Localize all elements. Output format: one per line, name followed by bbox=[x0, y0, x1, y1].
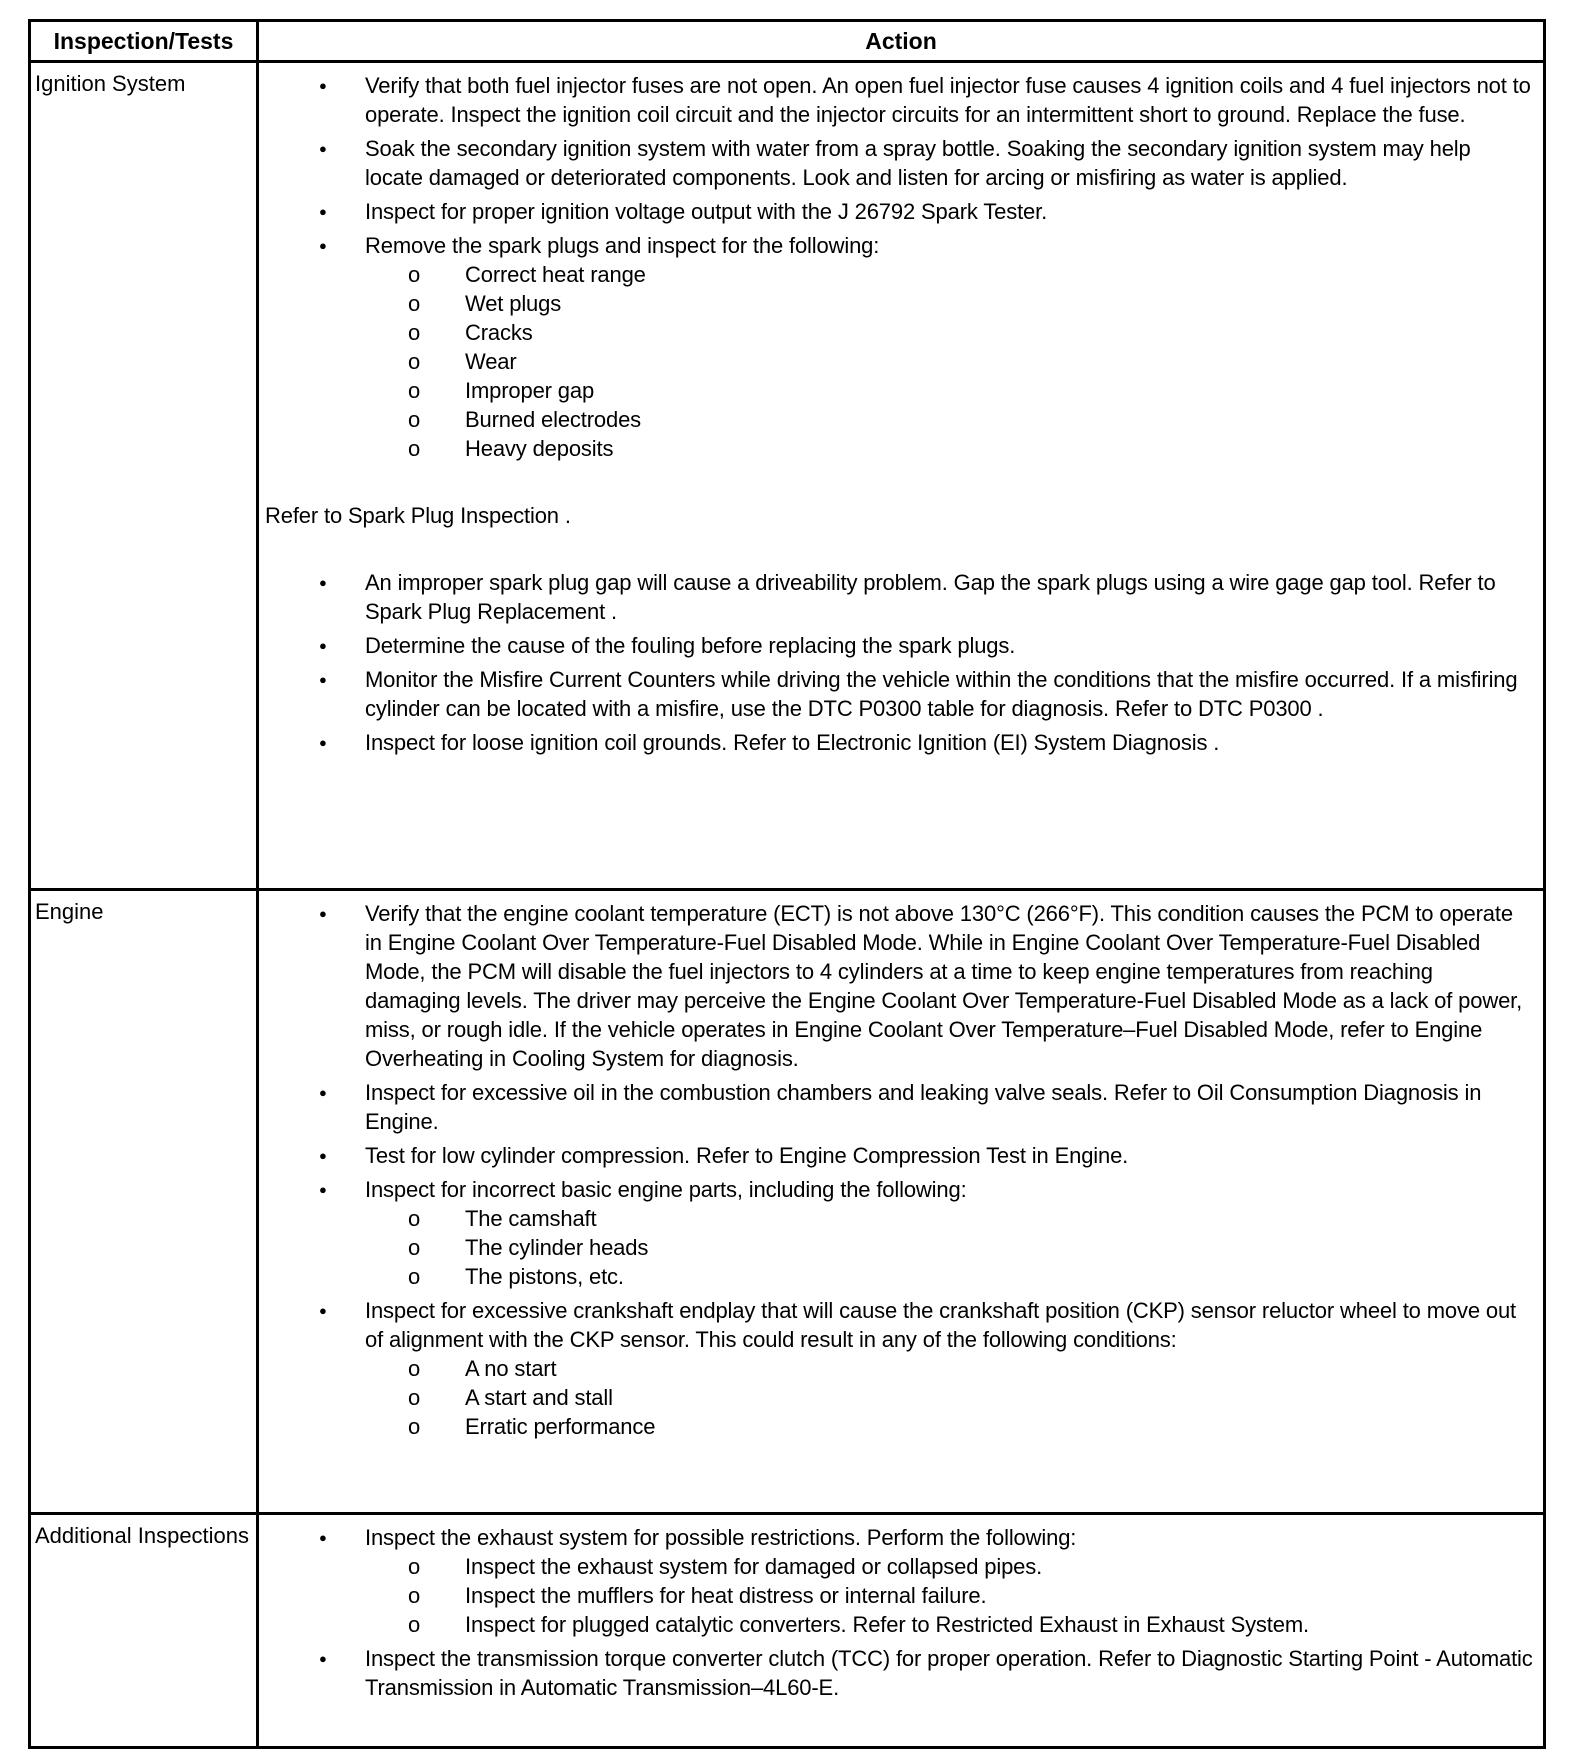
sub-list-item: o Erratic performance bbox=[465, 1412, 1533, 1441]
sub-list-item: o The cylinder heads bbox=[465, 1233, 1533, 1262]
sub-list-item: o Correct heat range bbox=[465, 260, 1533, 289]
sub-list-item: o Inspect for plugged catalytic converters. Refer to Restricted Exhaust in Exhaust System. bbox=[465, 1610, 1533, 1639]
sub-list-item: o A start and stall bbox=[465, 1383, 1533, 1412]
sub-list-item: o Wet plugs bbox=[465, 289, 1533, 318]
category-cell: Ignition System bbox=[30, 62, 258, 890]
list-item-text: Inspect for excessive crankshaft endplay that will cause the crankshaft position (CKP) sensor reluctor wheel to move out of alignment with the CKP sensor. This could result in any of the following conditions: bbox=[365, 1298, 1517, 1352]
sub-list-item: o Improper gap bbox=[465, 376, 1533, 405]
list-item: ● An improper spark plug gap will cause a driveability problem. Gap the spark plugs using a wire gage gap tool. Refer to Spark Plug Replacement . bbox=[365, 568, 1533, 626]
category-cell: Engine bbox=[30, 890, 258, 1514]
list-item: ● Verify that the engine coolant temperature (ECT) is not above 130°C (266°F). This condition causes the PCM to operate in Engine Coolant Over Temperature-Fuel Disabled Mode. While in Engine Coolant Over Temperature-Fuel Disabled Mode, the PCM will disable the fuel injectors to 4 cylinders at a time to keep engine temperatures from reaching damaging levels. The driver may perceive the Engine Coolant Over Temperature-Fuel Disabled Mode as a lack of power, miss, or rough idle. If the vehicle operates in Engine Coolant Over Temperature–Fuel Disabled Mode, refer to Engine Overheating in Cooling System for diagnosis. bbox=[365, 899, 1533, 1073]
sub-list-item: o Inspect the exhaust system for damaged or collapsed pipes. bbox=[465, 1552, 1533, 1581]
header-inspection-tests: Inspection/Tests bbox=[30, 21, 258, 62]
sub-list-item: o Heavy deposits bbox=[465, 434, 1533, 463]
sub-list-item: o Inspect the mufflers for heat distress or internal failure. bbox=[465, 1581, 1533, 1610]
list-item: ● Test for low cylinder compression. Refer to Engine Compression Test in Engine. bbox=[365, 1141, 1533, 1170]
sub-list-item: o Wear bbox=[465, 347, 1533, 376]
header-action: Action bbox=[258, 21, 1545, 62]
category-cell: Additional Inspections bbox=[30, 1514, 258, 1748]
list-item bbox=[365, 1175, 1533, 1291]
list-item: ● Inspect for loose ignition coil grounds. Refer to Electronic Ignition (EI) System Diagnosis . bbox=[365, 728, 1533, 757]
inspection-table bbox=[28, 19, 1546, 1749]
refer-text: Refer to Spark Plug Inspection . bbox=[265, 503, 571, 528]
list-item: ● Soak the secondary ignition system with water from a spray bottle. Soaking the secondary ignition system may help locate damaged or deteriorated components. Look and listen for arcing or misfiring as water is applied. bbox=[365, 134, 1533, 192]
list-item: ● Monitor the Misfire Current Counters while driving the vehicle within the conditions that the misfire occurred. If a misfiring cylinder can be located with a misfire, use the DTC P0300 table for diagnosis. Refer to DTC P0300 . bbox=[365, 665, 1533, 723]
list-item bbox=[365, 1296, 1533, 1441]
list-item-text: Remove the spark plugs and inspect for the following: bbox=[365, 233, 880, 258]
list-item: ● Determine the cause of the fouling before replacing the spark plugs. bbox=[365, 631, 1533, 660]
sub-list-item: o The pistons, etc. bbox=[465, 1262, 1533, 1291]
list-item: ● Inspect the transmission torque converter clutch (TCC) for proper operation. Refer to Diagnostic Starting Point - Automatic Transmission in Automatic Transmission–4L60-E. bbox=[365, 1644, 1533, 1702]
action-cell bbox=[258, 1514, 1545, 1748]
list-item: ● Inspect for proper ignition voltage output with the J 26792 Spark Tester. bbox=[365, 197, 1533, 226]
sub-list-item: o A no start bbox=[465, 1354, 1533, 1383]
sub-list-item: o Cracks bbox=[465, 318, 1533, 347]
list-item: ● Verify that both fuel injector fuses are not open. An open fuel injector fuse causes 4 ignition coils and 4 fuel injectors not to operate. Inspect the ignition coil circuit and the injector circuits for an intermittent short to ground. Replace the fuse. bbox=[365, 71, 1533, 129]
table-row-additional bbox=[30, 1514, 1545, 1748]
sub-list-item: o Burned electrodes bbox=[465, 405, 1533, 434]
list-item bbox=[365, 1523, 1533, 1639]
list-item-text: Inspect for incorrect basic engine parts, including the following: bbox=[365, 1177, 967, 1202]
list-item-text: Inspect the exhaust system for possible restrictions. Perform the following: bbox=[365, 1525, 1077, 1550]
list-item bbox=[365, 231, 1533, 463]
list-item: ● Inspect for excessive oil in the combustion chambers and leaking valve seals. Refer to Oil Consumption Diagnosis in Engine. bbox=[365, 1078, 1533, 1136]
table-row-engine bbox=[30, 890, 1545, 1514]
header-row bbox=[30, 21, 1545, 62]
action-cell bbox=[258, 890, 1545, 1514]
action-cell bbox=[258, 62, 1545, 890]
table-row-ignition bbox=[30, 62, 1545, 890]
sub-list-item: o The camshaft bbox=[465, 1204, 1533, 1233]
